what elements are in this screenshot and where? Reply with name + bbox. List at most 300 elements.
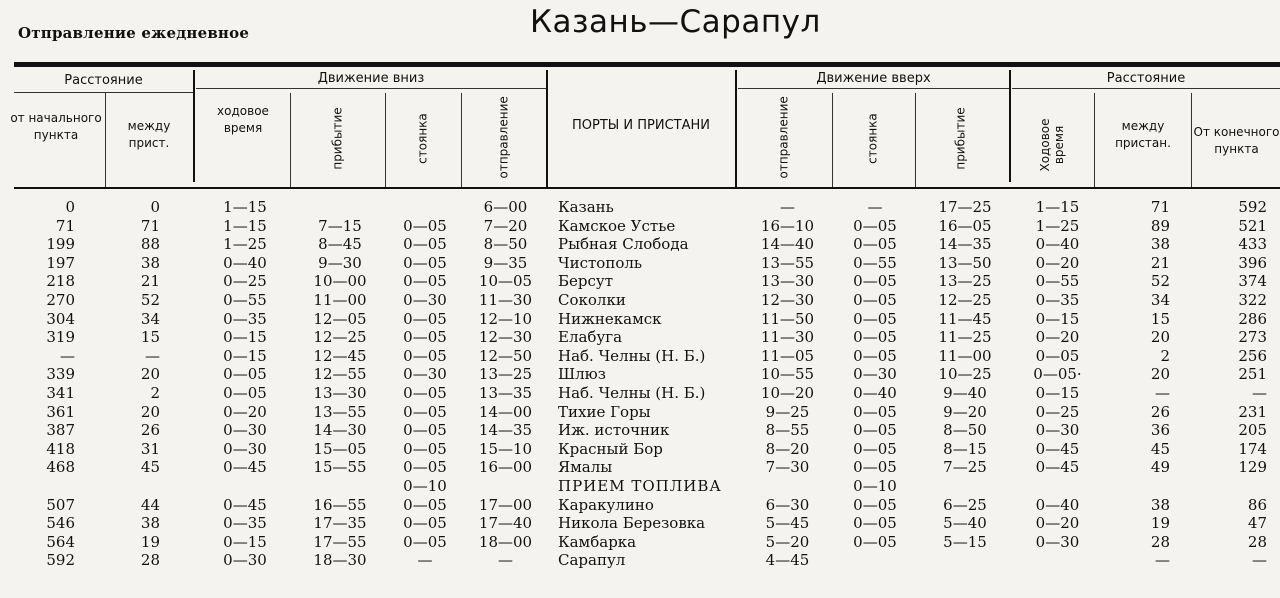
- stop-up: 0—05: [853, 496, 897, 514]
- departure-down: 13—35: [478, 384, 533, 402]
- arrival-down: 7—15: [318, 217, 362, 235]
- divider: [105, 93, 106, 187]
- departure-up: 10—20: [760, 384, 815, 402]
- stop-up: 0—05: [853, 347, 897, 365]
- distance-from-start: 319: [46, 328, 75, 346]
- divider: [1012, 88, 1280, 89]
- distance-from-start: 361: [46, 403, 75, 421]
- divider: [546, 70, 548, 187]
- distance-between-up: 34: [1150, 291, 1170, 309]
- distance-from-end: —: [1252, 551, 1267, 569]
- distance-from-end: 592: [1238, 198, 1267, 216]
- travel-time-up: 0—35: [1035, 291, 1080, 309]
- distance-between: 28: [140, 551, 160, 569]
- arrival-down: 12—05: [313, 310, 367, 328]
- departure-down: 17—40: [478, 514, 533, 532]
- stop-up: 0—05: [853, 440, 897, 458]
- arrival-down: 17—55: [313, 533, 367, 551]
- port-name: Елабуга: [558, 328, 623, 346]
- stop-up: 0—55: [853, 254, 897, 272]
- departure-down: —: [498, 551, 513, 569]
- port-name: Камское Устье: [558, 217, 676, 235]
- distance-from-end: 433: [1238, 235, 1267, 253]
- distance-from-start: —: [60, 347, 75, 365]
- arrival-up: 13—50: [938, 254, 992, 272]
- travel-time-up: 0—25: [1035, 403, 1080, 421]
- port-name: Ямалы: [558, 458, 613, 476]
- distance-between-up: —: [1155, 384, 1170, 402]
- stop-down: 0—05: [403, 328, 447, 346]
- divider: [832, 93, 833, 187]
- distance-from-start: 0: [65, 198, 75, 216]
- departure-down: 14—35: [478, 421, 533, 439]
- distance-from-end: 174: [1238, 440, 1267, 458]
- table-row: [0, 291, 1280, 310]
- travel-time-down: 0—20: [223, 403, 267, 421]
- travel-time-up: 1—25: [1035, 217, 1080, 235]
- travel-time-down: 0—35: [223, 514, 267, 532]
- divider: [14, 92, 193, 93]
- distance-from-start: 199: [46, 235, 75, 253]
- distance-from-end: 129: [1238, 458, 1267, 476]
- travel-time-up: 0—20: [1035, 328, 1080, 346]
- departure-down: 12—30: [478, 328, 533, 346]
- distance-from-start: 270: [46, 291, 75, 309]
- from-start-header: от начального пункта: [10, 111, 102, 142]
- travel-time-down: 0—45: [223, 496, 267, 514]
- departure-down: 17—00: [478, 496, 533, 514]
- departure-down: 8—50: [483, 235, 528, 253]
- departure-down: 6—00: [483, 198, 528, 216]
- arrival-up: 9—20: [943, 403, 987, 421]
- departure-up: 12—30: [760, 291, 815, 309]
- distance-between-up: 21: [1150, 254, 1170, 272]
- distance-between: 0: [150, 198, 160, 216]
- stop-down: 0—30: [403, 365, 447, 383]
- table-row: [0, 384, 1280, 403]
- distance-between-up: 45: [1150, 440, 1170, 458]
- stop-down: 0—05: [403, 217, 447, 235]
- distance-between-up: —: [1155, 551, 1170, 569]
- travel-time-down: 0—05: [223, 384, 267, 402]
- travel-time-down: 0—25: [223, 272, 267, 290]
- departure-up: 7—30: [765, 458, 810, 476]
- ports-header: ПОРТЫ И ПРИСТАНИ: [572, 118, 710, 133]
- port-name: Каракулино: [558, 496, 654, 514]
- stop-down: 0—30: [403, 291, 447, 309]
- travel-time-up: 0—30: [1035, 533, 1080, 551]
- departure-up: 11—50: [760, 310, 815, 328]
- port-name: Соколки: [558, 291, 626, 309]
- stop-down: 0—05: [403, 421, 447, 439]
- arrival-down: 12—45: [313, 347, 367, 365]
- distance-from-end: 205: [1238, 421, 1267, 439]
- up-group-header: Движение вверх: [816, 71, 931, 86]
- distance-from-start: 418: [46, 440, 75, 458]
- distance-between-up: 28: [1150, 533, 1170, 551]
- distance-between: 71: [140, 217, 160, 235]
- distance-between-up: 38: [1150, 235, 1170, 253]
- distance-from-end: 231: [1238, 403, 1267, 421]
- arrival-down: 12—55: [313, 365, 367, 383]
- stop-down: 0—05: [403, 384, 447, 402]
- travel-time-down: 1—25: [223, 235, 267, 253]
- arrival-down: 14—30: [313, 421, 367, 439]
- table-row: [0, 365, 1280, 384]
- departure-up: 13—30: [760, 272, 815, 290]
- port-name: Тихие Горы: [558, 403, 651, 421]
- arrival-up: 11—00: [938, 347, 992, 365]
- departure-up: 8—20: [765, 440, 810, 458]
- departure-down: 10—05: [478, 272, 533, 290]
- arrival-up: 11—45: [938, 310, 992, 328]
- departure-down: 13—25: [478, 365, 533, 383]
- arrival-up: 7—25: [943, 458, 987, 476]
- travel-time-down: 0—35: [223, 310, 267, 328]
- stop-up: 0—05: [853, 514, 897, 532]
- arrival-up: 6—25: [943, 496, 987, 514]
- distance-between: —: [145, 347, 160, 365]
- departure-up: 16—10: [760, 217, 815, 235]
- distance-from-end: 273: [1238, 328, 1267, 346]
- stop-down: 0—05: [403, 272, 447, 290]
- stop-up: 0—40: [853, 384, 897, 402]
- table-row: [0, 310, 1280, 329]
- divider: [1009, 70, 1011, 182]
- arrival-down: 17—35: [313, 514, 367, 532]
- departure-down: 18—00: [478, 533, 533, 551]
- travel-time-up: 0—40: [1035, 235, 1080, 253]
- arrival-up: 5—40: [943, 514, 987, 532]
- travel-time-down: 1—15: [223, 198, 267, 216]
- port-name: Наб. Челны (Н. Б.): [558, 347, 706, 365]
- arrival-up: 5—15: [943, 533, 987, 551]
- departure-down: 7—20: [483, 217, 528, 235]
- travel-time-up: 0—20: [1035, 254, 1080, 272]
- stop-down: —: [417, 551, 433, 569]
- arrival-up: 8—50: [943, 421, 987, 439]
- distance-from-end: 47: [1247, 514, 1267, 532]
- arrival-down: 18—30: [313, 551, 367, 569]
- departure-up: —: [780, 198, 795, 216]
- distance-from-start: 218: [46, 272, 75, 290]
- table-row: [0, 328, 1280, 347]
- between-header: между прист.: [127, 119, 171, 150]
- departure-down: 9—35: [483, 254, 528, 272]
- distance-from-start: 339: [46, 365, 75, 383]
- distance-from-end: 86: [1247, 496, 1267, 514]
- table-row: [0, 496, 1280, 515]
- stop-down: 0—05: [403, 514, 447, 532]
- distance-between-up: 20: [1150, 365, 1170, 383]
- distance-between: 88: [140, 235, 160, 253]
- departure-down: 16—00: [478, 458, 533, 476]
- arrival-down: 13—30: [313, 384, 367, 402]
- stop-up: 0—05: [853, 217, 897, 235]
- distance-between-up: 26: [1150, 403, 1170, 421]
- stop-down: 0—05: [403, 458, 447, 476]
- travel-time-up: 0—20: [1035, 514, 1080, 532]
- table-row: [0, 421, 1280, 440]
- up-arrival-header: прибытие: [953, 107, 968, 170]
- port-name: Чистополь: [558, 254, 643, 272]
- distance-between: 21: [140, 272, 160, 290]
- distance-between: 20: [140, 403, 160, 421]
- distance-between-up: 71: [1150, 198, 1170, 216]
- travel-time-down: 0—30: [223, 551, 267, 569]
- distance-between-up: 19: [1150, 514, 1170, 532]
- port-name: ПРИЕМ ТОПЛИВА: [558, 477, 722, 495]
- divider: [385, 93, 386, 187]
- divider: [735, 70, 737, 187]
- table-row: [0, 477, 1280, 496]
- table-row: [0, 347, 1280, 366]
- arrival-up: 8—15: [943, 440, 987, 458]
- distance-from-start: 468: [46, 458, 75, 476]
- travel-time-up: 0—40: [1035, 496, 1080, 514]
- stop-up: 0—05: [853, 328, 897, 346]
- departure-up: 9—25: [765, 403, 810, 421]
- travel-time-down: 0—15: [223, 328, 267, 346]
- table-row: [0, 440, 1280, 459]
- stop-down: 0—05: [403, 347, 447, 365]
- page-title: Казань—Сарапул: [530, 4, 821, 40]
- divider: [915, 93, 916, 187]
- distance-between: 20: [140, 365, 160, 383]
- distance-between: 15: [140, 328, 160, 346]
- distance-from-end: 286: [1238, 310, 1267, 328]
- header-rule: [14, 187, 1280, 189]
- distance-from-end: 396: [1238, 254, 1267, 272]
- stop-down: 0—10: [403, 477, 447, 495]
- distance-from-start: 507: [46, 496, 75, 514]
- arrival-up: 11—25: [938, 328, 992, 346]
- distance-between: 19: [140, 533, 160, 551]
- arrival-down: 16—55: [313, 496, 367, 514]
- travel-time-up: 0—30: [1035, 421, 1080, 439]
- table-row: [0, 514, 1280, 533]
- port-name: Красный Бор: [558, 440, 663, 458]
- travel-time-down: 0—45: [223, 458, 267, 476]
- table-row: [0, 533, 1280, 552]
- port-name: Казань: [558, 198, 614, 216]
- arrival-down: 13—55: [313, 403, 367, 421]
- stop-up: 0—05: [853, 458, 897, 476]
- distance-from-start: 341: [46, 384, 75, 402]
- distance-between: 2: [150, 384, 160, 402]
- arrival-down: 12—25: [313, 328, 367, 346]
- stop-header: стоянка: [415, 113, 430, 164]
- top-rule: [14, 62, 1280, 67]
- port-name: Нижнекамск: [558, 310, 662, 328]
- arrival-down: 8—45: [318, 235, 362, 253]
- table-row: [0, 235, 1280, 254]
- stop-up: —: [867, 198, 883, 216]
- departure-down: 14—00: [478, 403, 533, 421]
- departure-header: отправление: [496, 96, 511, 179]
- distance-between-up: 49: [1150, 458, 1170, 476]
- schedule-note: Отправление ежедневное: [18, 24, 250, 42]
- distance-from-start: 387: [46, 421, 75, 439]
- stop-up: 0—05: [853, 403, 897, 421]
- distance-from-end: 256: [1238, 347, 1267, 365]
- port-name: Шлюз: [558, 365, 606, 383]
- travel-time-down: 1—15: [223, 217, 267, 235]
- travel-time-down: 0—05: [223, 365, 267, 383]
- distance-from-end: 251: [1238, 365, 1267, 383]
- stop-up: 0—05: [853, 310, 897, 328]
- divider: [290, 93, 291, 187]
- stop-down: 0—05: [403, 440, 447, 458]
- departure-up: 13—55: [760, 254, 815, 272]
- divider: [196, 88, 546, 89]
- port-name: Наб. Челны (Н. Б.): [558, 384, 706, 402]
- divider: [738, 88, 1009, 89]
- departure-up: 6—30: [765, 496, 810, 514]
- arrival-up: 17—25: [938, 198, 992, 216]
- distance-between: 26: [140, 421, 160, 439]
- distance-from-start: 564: [46, 533, 75, 551]
- distance-between-up: 36: [1150, 421, 1170, 439]
- port-name: Рыбная Слобода: [558, 235, 689, 253]
- distance-from-start: 197: [46, 254, 75, 272]
- distance-between-up: 89: [1150, 217, 1170, 235]
- arrival-down: 11—00: [313, 291, 367, 309]
- stop-up: 0—05: [853, 272, 897, 290]
- travel-time-up: 0—45: [1035, 458, 1080, 476]
- port-name: Камбарка: [558, 533, 637, 551]
- distance-between: 52: [140, 291, 160, 309]
- arrival-down: 10—00: [313, 272, 367, 290]
- divider: [461, 93, 462, 187]
- stop-up: 0—05: [853, 421, 897, 439]
- arrival-up: 10—25: [938, 365, 992, 383]
- arrival-up: 13—25: [938, 272, 992, 290]
- travel-time-down: 0—15: [223, 347, 267, 365]
- stop-up: 0—10: [853, 477, 897, 495]
- down-group-header: Движение вниз: [317, 71, 425, 86]
- stop-up: 0—05: [853, 533, 897, 551]
- distance-group-header: Расстояние: [64, 73, 143, 88]
- travel-time-up: 0—05: [1035, 347, 1080, 365]
- distance-group-header-right: Расстояние: [1106, 71, 1186, 86]
- stop-up: 0—05: [853, 291, 897, 309]
- distance-between: 34: [140, 310, 160, 328]
- distance-from-start: 304: [46, 310, 75, 328]
- distance-between-up: 2: [1160, 347, 1170, 365]
- port-name: Сарапул: [558, 551, 626, 569]
- distance-from-start: 71: [55, 217, 75, 235]
- divider: [1191, 93, 1192, 187]
- distance-from-end: 28: [1247, 533, 1267, 551]
- table-row: [0, 217, 1280, 236]
- arrival-down: 15—55: [313, 458, 367, 476]
- stop-up: 0—05: [853, 235, 897, 253]
- divider: [1094, 93, 1095, 187]
- distance-from-end: —: [1252, 384, 1267, 402]
- distance-from-end: 521: [1238, 217, 1267, 235]
- table-row: [0, 551, 1280, 570]
- arrival-up: 12—25: [938, 291, 992, 309]
- departure-up: 10—55: [760, 365, 815, 383]
- distance-from-end: 322: [1238, 291, 1267, 309]
- distance-from-start: 592: [46, 551, 75, 569]
- distance-between-up: 15: [1150, 310, 1170, 328]
- distance-between-up: 52: [1150, 272, 1170, 290]
- up-departure-header: отправление: [776, 96, 791, 179]
- stop-down: 0—05: [403, 496, 447, 514]
- travel-time-up: 0—45: [1035, 440, 1080, 458]
- travel-time-down: 0—30: [223, 440, 267, 458]
- departure-up: 14—40: [760, 235, 815, 253]
- departure-up: 8—55: [765, 421, 810, 439]
- departure-down: 11—30: [478, 291, 533, 309]
- arrival-up: 14—35: [938, 235, 992, 253]
- table-row: [0, 458, 1280, 477]
- table-row: [0, 403, 1280, 422]
- distance-between-up: 38: [1150, 496, 1170, 514]
- travel-time-up: 1—15: [1035, 198, 1080, 216]
- arrival-down: 9—30: [318, 254, 362, 272]
- distance-between-up: 20: [1150, 328, 1170, 346]
- stop-down: 0—05: [403, 254, 447, 272]
- arrival-up: 16—05: [938, 217, 992, 235]
- departure-up: 4—45: [765, 551, 810, 569]
- travel-time-up: 0—55: [1035, 272, 1080, 290]
- stop-up: 0—30: [853, 365, 897, 383]
- travel-time-up: 0—05·: [1033, 365, 1082, 383]
- port-name: Берсут: [558, 272, 614, 290]
- travel-time-up: 0—15: [1035, 384, 1080, 402]
- distance-between: 31: [140, 440, 160, 458]
- between-header-right: между пристан.: [1115, 119, 1171, 150]
- departure-up: 11—30: [760, 328, 815, 346]
- travel-time-down: 0—30: [223, 421, 267, 439]
- distance-between: 38: [140, 514, 160, 532]
- from-end-header: От конечного пункта: [1193, 125, 1280, 156]
- port-name: Никола Березовка: [558, 514, 706, 532]
- departure-down: 12—10: [478, 310, 533, 328]
- stop-down: 0—05: [403, 310, 447, 328]
- travel-time-down: 0—15: [223, 533, 267, 551]
- departure-up: 5—45: [765, 514, 810, 532]
- distance-from-start: 546: [46, 514, 75, 532]
- departure-down: 12—50: [478, 347, 533, 365]
- distance-between: 45: [140, 458, 160, 476]
- port-name: Иж. источник: [558, 421, 670, 439]
- table-row: [0, 272, 1280, 291]
- arrival-down: 15—05: [313, 440, 367, 458]
- distance-between: 44: [140, 496, 160, 514]
- distance-from-end: 374: [1238, 272, 1267, 290]
- departure-up: 5—20: [765, 533, 810, 551]
- table-row: [0, 198, 1280, 217]
- travel-time-up: 0—15: [1035, 310, 1080, 328]
- departure-up: 11—05: [760, 347, 815, 365]
- up-stop-header: стоянка: [865, 113, 880, 164]
- stop-down: 0—05: [403, 533, 447, 551]
- distance-between: 38: [140, 254, 160, 272]
- departure-down: 15—10: [478, 440, 533, 458]
- stop-down: 0—05: [403, 235, 447, 253]
- arrival-up: 9—40: [943, 384, 987, 402]
- travel-time-down: 0—55: [223, 291, 267, 309]
- arrival-header: прибытие: [330, 107, 345, 170]
- stop-down: 0—05: [403, 403, 447, 421]
- table-row: [0, 254, 1280, 273]
- up-travel-time-header: Ходовое время: [1038, 118, 1066, 172]
- travel-time-down: 0—40: [223, 254, 267, 272]
